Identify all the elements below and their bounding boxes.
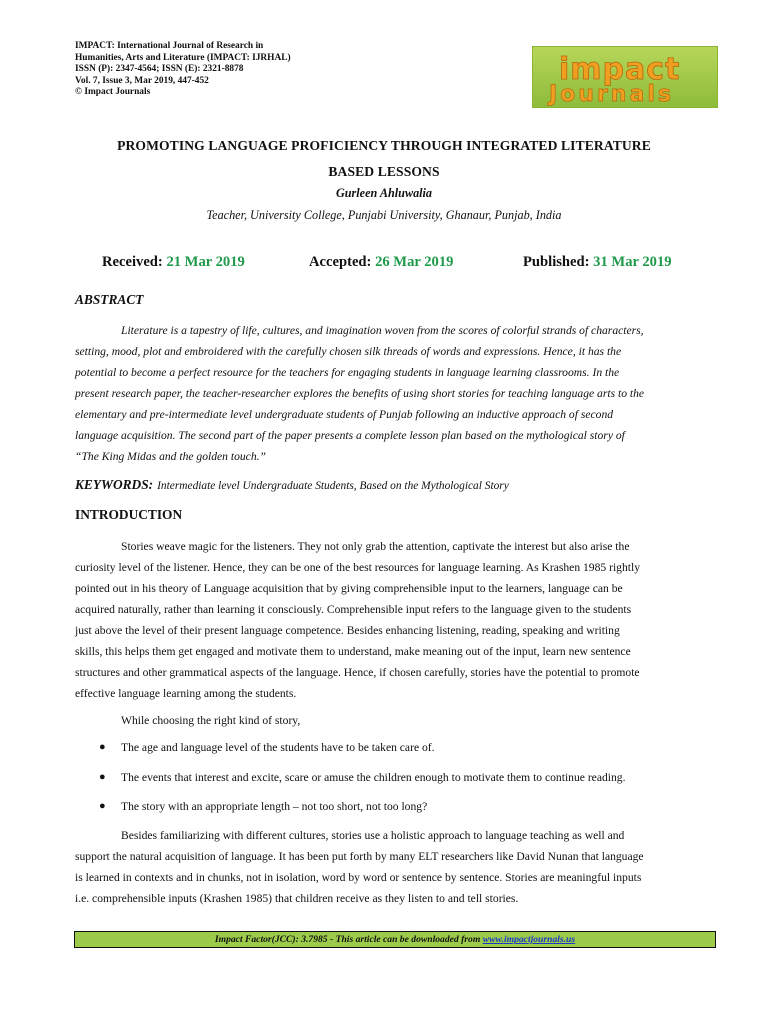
paragraph-line: pointed out in his theory of Language acquisition that by giving comprehensible input to the learners, language can be xyxy=(75,582,623,595)
list-item-text: The age and language level of the students have to be taken care of. xyxy=(121,741,435,754)
author-name: Gurleen Ahluwalia xyxy=(335,186,433,200)
paragraph-line: just above the level of their present language competence. Besides enhancing listening, reading, speaking and writing xyxy=(75,624,620,637)
footer-banner xyxy=(74,931,716,948)
abstract-line: language acquisition. The second part of the paper presents a complete lesson plan based on the mythological story of xyxy=(75,429,625,442)
issn-line: ISSN (P): 2347-4564; ISSN (E): 2321-8878 xyxy=(75,64,244,75)
journal-name-line2: Humanities, Arts and Literature (IMPACT: IJRHAL) xyxy=(75,52,291,63)
story-criteria-lead xyxy=(75,710,715,731)
abstract-line: present research paper, the teacher-researcher explores the benefits of using short stories for teaching language arts to the xyxy=(75,387,645,400)
introduction-heading: INTRODUCTION xyxy=(75,507,183,522)
paragraph-line: structures and other grammatical aspects of the language. Hence, if chosen carefully, stories have the potential to promote xyxy=(75,666,640,679)
paragraph-line: acquired naturally, rather than learning it consciously. Comprehensible input refers to the language given to the students xyxy=(75,603,632,616)
paragraph-line: Besides familiarizing with different cultures, stories use a holistic approach to language teaching as well and xyxy=(121,829,625,842)
paragraph-line: effective language learning among the students. xyxy=(75,687,297,700)
bullet-icon: ● xyxy=(99,741,106,753)
paragraph-line: support the natural acquisition of language. It has been put forth by many ELT researchers like David Nunan that language xyxy=(75,850,644,863)
copyright-line: © Impact Journals xyxy=(75,87,151,98)
accepted-label: Accepted: xyxy=(309,254,372,270)
logo-text-top: impact xyxy=(559,52,681,87)
list-item-text: The events that interest and excite, scare or amuse the children enough to motivate them to continue reading. xyxy=(121,771,626,784)
footer-text: Impact Factor(JCC): 3.7985 - This article can be downloaded from xyxy=(214,934,481,945)
abstract-line: elementary and pre-intermediate level undergraduate students of Punjab following an inductive approach of second xyxy=(75,408,614,421)
paper-title-line2: BASED LESSONS xyxy=(328,164,440,179)
keywords-text: Intermediate level Undergraduate Students, Based on the Mythological Story xyxy=(157,480,509,492)
paragraph-line: i.e. comprehensible inputs (Krashen 1985) that children receive as they listen to and tell stories. xyxy=(75,892,519,905)
logo-text-bottom: Journals xyxy=(549,82,674,107)
abstract-body xyxy=(75,320,715,467)
published-label: Published: xyxy=(523,254,590,270)
volume-line: Vol. 7, Issue 3, Mar 2019, 447-452 xyxy=(75,75,209,86)
bullet-icon: ● xyxy=(99,800,106,812)
introduction-paragraph-1 xyxy=(75,536,715,704)
journal-name-line1: IMPACT: International Journal of Research in xyxy=(75,41,264,51)
paragraph-line: skills, this helps them get engaged and motivate them to understand, make meaning out of the input, learn new sentence xyxy=(75,645,631,658)
abstract-line: Literature is a tapestry of life, cultures, and imagination woven from the scores of colorful strands of characters, xyxy=(121,324,644,337)
list-item-text: The story with an appropriate length – not too short, not too long? xyxy=(121,800,428,813)
abstract-line: “The King Midas and the golden touch.” xyxy=(75,450,266,463)
received-value: 21 Mar 2019 xyxy=(166,254,245,270)
published-date xyxy=(523,254,672,271)
introduction-paragraph-2 xyxy=(75,825,715,909)
published-value: 31 Mar 2019 xyxy=(593,254,672,270)
abstract-heading: ABSTRACT xyxy=(75,292,144,307)
paragraph-line: Stories weave magic for the listeners. They not only grab the attention, captivate the interest but also arise the xyxy=(121,540,630,553)
abstract-line: setting, mood, plot and embroidered with the carefully chosen silk threads of words and expressions. Hence, it has the xyxy=(75,345,622,358)
received-date xyxy=(102,254,245,271)
bullet-icon: ● xyxy=(99,771,106,783)
impact-journals-logo xyxy=(532,46,718,108)
paper-title-line1: PROMOTING LANGUAGE PROFICIENCY THROUGH INTEGRATED LITERATURE xyxy=(117,138,651,153)
paragraph-line: is learned in contexts and in chunks, not in isolation, word by word or sentence by sentence. Stories are meaningful inputs xyxy=(75,871,642,884)
author-affiliation: Teacher, University College, Punjabi University, Ghanaur, Punjab, India xyxy=(206,208,562,222)
lead-line: While choosing the right kind of story, xyxy=(121,714,301,727)
journal-info xyxy=(75,41,335,99)
abstract-line: potential to become a perfect resource for the teachers for engaging students in language learning classrooms. In the xyxy=(75,366,620,379)
keywords xyxy=(75,476,509,494)
received-label: Received: xyxy=(102,254,163,270)
paragraph-line: curiosity level of the listener. Hence, they can be one of the best resources for language learning. As Krashen 1985 rightly xyxy=(75,561,641,574)
keywords-label: KEYWORDS: xyxy=(75,477,154,492)
accepted-value: 26 Mar 2019 xyxy=(375,254,454,270)
footer-link[interactable]: www.impactjournals.us xyxy=(482,934,576,945)
accepted-date xyxy=(309,254,453,271)
